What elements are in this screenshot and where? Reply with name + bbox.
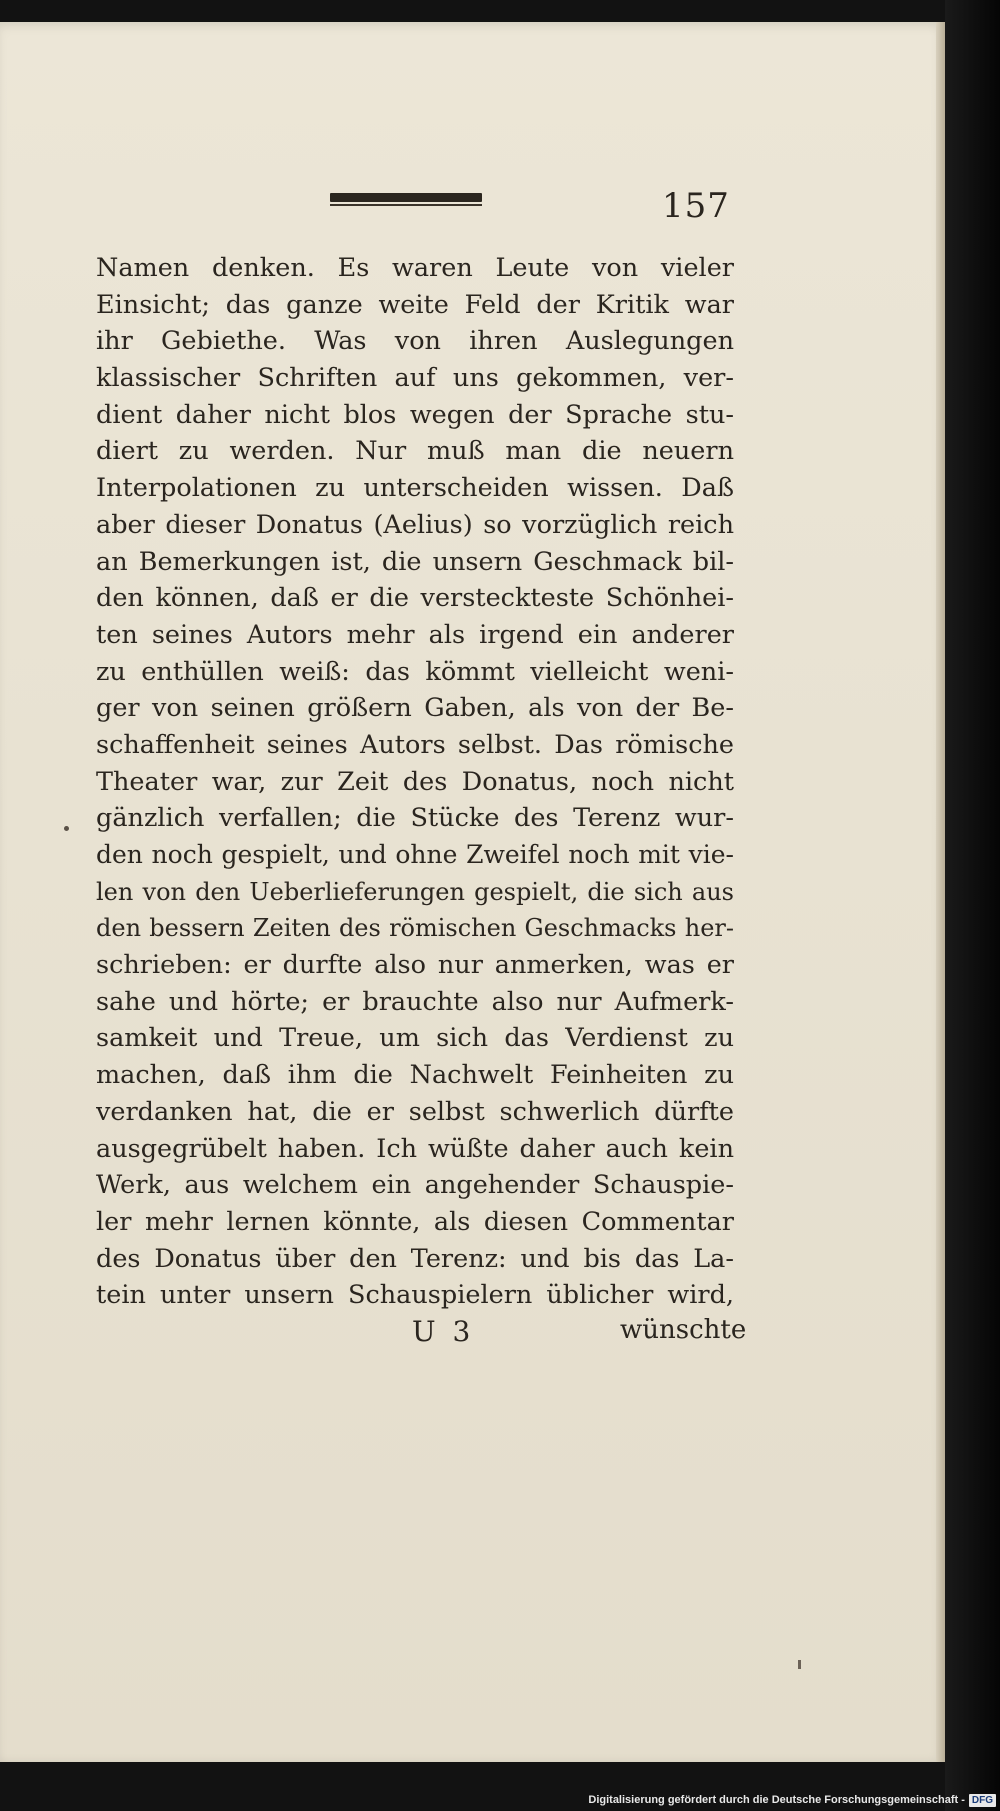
- printer-signature: U 3: [412, 1315, 475, 1348]
- text-line: ler mehr lernen könnte, als diesen Commentar: [96, 1206, 734, 1237]
- page-number: 157: [662, 186, 730, 226]
- text-line: machen, daß ihm die Nachwelt Feinheiten zu: [96, 1060, 734, 1091]
- page-edge: [936, 22, 945, 1762]
- text-line: samkeit und Treue, um sich das Verdienst zu: [96, 1023, 734, 1054]
- dfg-logo-icon[interactable]: DFG: [969, 1794, 996, 1807]
- text-line: Namen denken. Es waren Leute von vieler: [96, 253, 734, 283]
- text-line: zu enthüllen weiß: das kömmt vielleicht weni-: [96, 656, 734, 687]
- text-line: klassischer Schriften auf uns gekommen, ver-: [96, 363, 734, 394]
- text-line: ten seines Autors mehr als irgend ein anderer: [96, 619, 734, 650]
- text-line: an Bemerkungen ist, die unsern Geschmack bil-: [96, 546, 734, 577]
- text-line: ger von seinen größern Gaben, als von der Be-: [96, 693, 734, 724]
- margin-mark: [64, 826, 69, 831]
- header-rule: [330, 193, 482, 202]
- digitization-credit: [588, 1791, 996, 1809]
- text-line: den bessern Zeiten des römischen Geschmacks her-: [96, 914, 734, 943]
- text-line: Werk, aus welchem ein angehender Schauspie-: [96, 1170, 734, 1201]
- text-line: gänzlich verfallen; die Stücke des Terenz wur-: [96, 803, 734, 834]
- text-line: ausgegrübelt haben. Ich wüßte daher auch kein: [96, 1133, 734, 1164]
- text-line: sahe und hörte; er brauchte also nur Aufmerk-: [96, 986, 734, 1017]
- text-line: len von den Ueberlieferungen gespielt, die sich aus: [96, 877, 734, 906]
- text-line: Theater war, zur Zeit des Donatus, noch nicht: [96, 766, 734, 797]
- text-line: tein unter unsern Schauspielern üblicher wird,: [96, 1280, 734, 1311]
- text-line: den können, daß er die versteckteste Schönhei-: [96, 583, 734, 614]
- text-line: des Donatus über den Terenz: und bis das La-: [96, 1243, 734, 1274]
- scan-background: [945, 0, 1000, 1811]
- stray-mark: [798, 1660, 801, 1669]
- text-line: ihr Gebiethe. Was von ihren Auslegungen: [96, 326, 734, 357]
- text-line: dient daher nicht blos wegen der Sprache stu-: [96, 399, 734, 430]
- text-line: den noch gespielt, und ohne Zweifel noch mit vie-: [96, 840, 734, 869]
- text-line: diert zu werden. Nur muß man die neuern: [96, 436, 734, 467]
- text-line: Einsicht; das ganze weite Feld der Kritik war: [96, 289, 734, 320]
- credit-text: Digitalisierung gefördert durch die Deutsche Forschungsgemeinschaft -: [588, 1794, 965, 1806]
- text-line: aber dieser Donatus (Aelius) so vorzüglich reich: [96, 509, 734, 540]
- body-text: [96, 250, 734, 1314]
- text-line: schaffenheit seines Autors selbst. Das römische: [96, 729, 734, 760]
- text-line: Interpolationen zu unterscheiden wissen. Daß: [96, 473, 734, 504]
- catchword: wünschte: [620, 1315, 747, 1345]
- text-line: verdanken hat, die er selbst schwerlich dürfte: [96, 1096, 734, 1127]
- text-line: schrieben: er durfte also nur anmerken, was er: [96, 950, 734, 981]
